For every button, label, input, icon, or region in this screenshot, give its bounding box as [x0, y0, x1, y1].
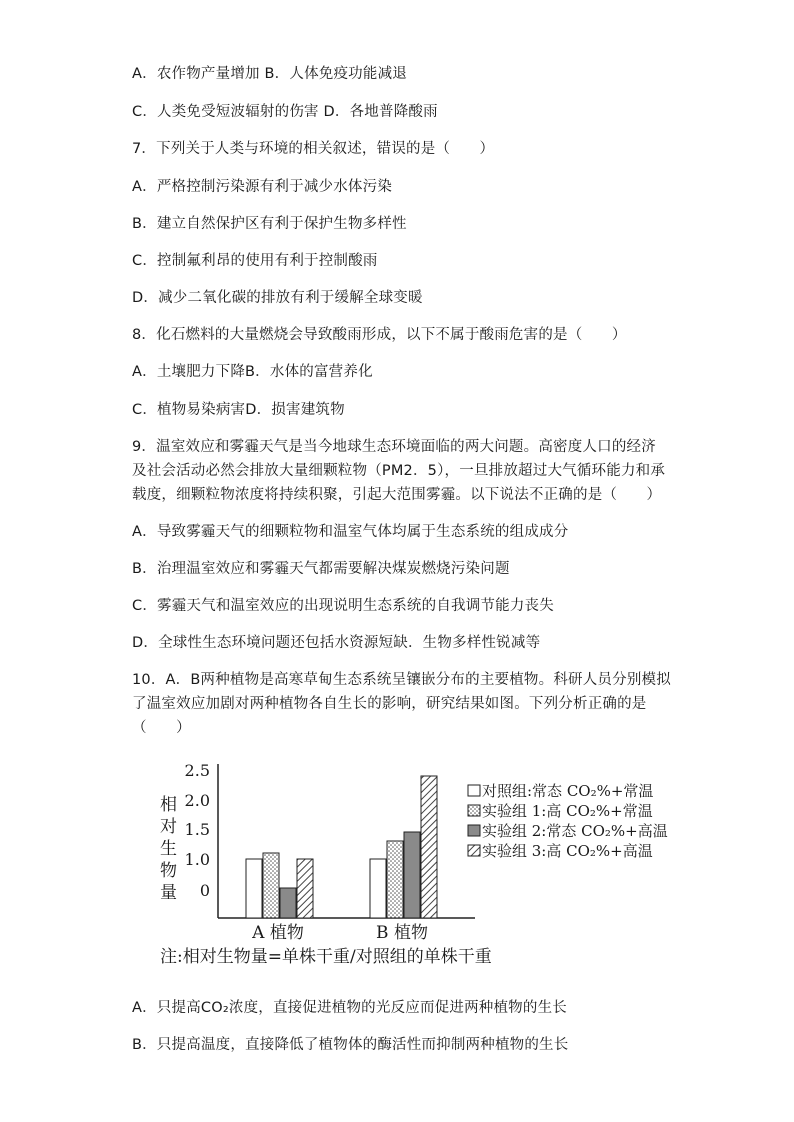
bar	[297, 859, 313, 918]
option-line: B．只提高温度，直接降低了植物体的酶活性而抑制两种植物的生长	[132, 1037, 569, 1053]
bar	[387, 841, 403, 918]
y-axis-label-char: 生	[160, 839, 177, 859]
y-tick-label: 1.0	[184, 850, 210, 869]
option-line: C．雾霾天气和温室效应的出现说明生态系统的自我调节能力丧失	[132, 598, 554, 614]
bar	[280, 888, 296, 918]
question-10-stem: 了温室效应加剧对两种植物各自生长的影响，研究结果如图。下列分析正确的是	[132, 696, 647, 712]
option-line: C．人类免受短波辐射的伤害 D．各地普降酸雨	[132, 104, 438, 120]
option-line: C．植物易染病害D．损害建筑物	[132, 402, 345, 418]
x-category-labels	[251, 923, 428, 943]
y-axis-label	[160, 795, 177, 903]
option-line: A．导致雾霾天气的细颗粒物和温室气体均属于生态系统的组成成分	[132, 524, 569, 540]
y-axis-label-char: 量	[160, 883, 177, 903]
option-line: A．严格控制污染源有利于减少水体污染	[132, 179, 393, 195]
question-9-stem: 及社会活动必然会排放大量细颗粒物（PM2．5），一旦排放超过大气循环能力和承	[132, 463, 666, 479]
legend-label: 对照组:常态 CO₂%+常温	[482, 782, 654, 800]
bar	[404, 832, 420, 918]
option-line: D．全球性生态环境问题还包括水资源短缺．生物多样性锐减等	[132, 635, 541, 651]
question-8-stem: 8．化石燃料的大量燃烧会导致酸雨形成，以下不属于酸雨危害的是（ ）	[132, 327, 627, 343]
question-10-stem: （ ）	[132, 720, 191, 736]
chart-legend	[468, 782, 668, 860]
y-tick-label: 2.5	[184, 761, 210, 780]
option-line: D．减少二氧化碳的排放有利于缓解全球变暖	[132, 290, 423, 306]
option-line: A．只提高CO₂浓度，直接促进植物的光反应而促进两种植物的生长	[132, 1000, 567, 1016]
y-tick-label: 0	[199, 881, 210, 900]
y-tick-label: 1.5	[184, 820, 210, 839]
question-9-stem: 9．温室效应和雾霾天气是当今地球生态环境面临的两大问题。高密度人口的经济	[132, 439, 656, 455]
legend-swatch	[468, 825, 480, 836]
y-axis-label-char: 相	[160, 795, 177, 815]
legend-label: 实验组 1:高 CO₂%+常温	[482, 802, 653, 820]
y-tick-labels	[185, 761, 210, 900]
option-line: C．控制氟利昂的使用有利于控制酸雨	[132, 253, 378, 269]
bar	[421, 776, 437, 918]
legend-label: 实验组 2:常态 CO₂%+高温	[482, 822, 668, 840]
x-category-label: A 植物	[252, 923, 304, 943]
question-7-stem: 7．下列关于人类与环境的相关叙述，错误的是（ ）	[132, 141, 495, 157]
y-tick-label: 2.0	[184, 791, 210, 810]
bar	[263, 853, 279, 918]
option-line: A．土壤肥力下降B．水体的富营养化	[132, 364, 373, 380]
bar	[370, 859, 386, 918]
legend-swatch	[468, 845, 480, 856]
legend-swatch	[468, 805, 480, 816]
y-axis-label-char: 物	[160, 861, 177, 881]
bar	[246, 859, 262, 918]
x-category-label: B 植物	[376, 923, 428, 943]
legend-swatch	[468, 785, 480, 796]
question-9-stem: 载度，细颗粒物浓度将持续积聚，引起大范围雾霾。以下说法不正确的是（ ）	[132, 487, 662, 503]
question-10-stem: 10．A．B两种植物是高寒草甸生态系统呈镶嵌分布的主要植物。科研人员分别模拟	[132, 672, 671, 688]
bar-chart	[150, 752, 690, 982]
option-line: B．建立自然保护区有利于保护生物多样性	[132, 216, 407, 232]
option-line: A．农作物产量增加 B．人体免疫功能减退	[132, 66, 407, 82]
bar-group	[246, 776, 437, 918]
option-line: B．治理温室效应和雾霾天气都需要解决煤炭燃烧污染问题	[132, 561, 510, 577]
chart-note: 注:相对生物量=单株干重/对照组的单株干重	[160, 947, 492, 967]
y-axis-label-char: 对	[160, 817, 177, 837]
legend-label: 实验组 3:高 CO₂%+高温	[482, 842, 653, 860]
